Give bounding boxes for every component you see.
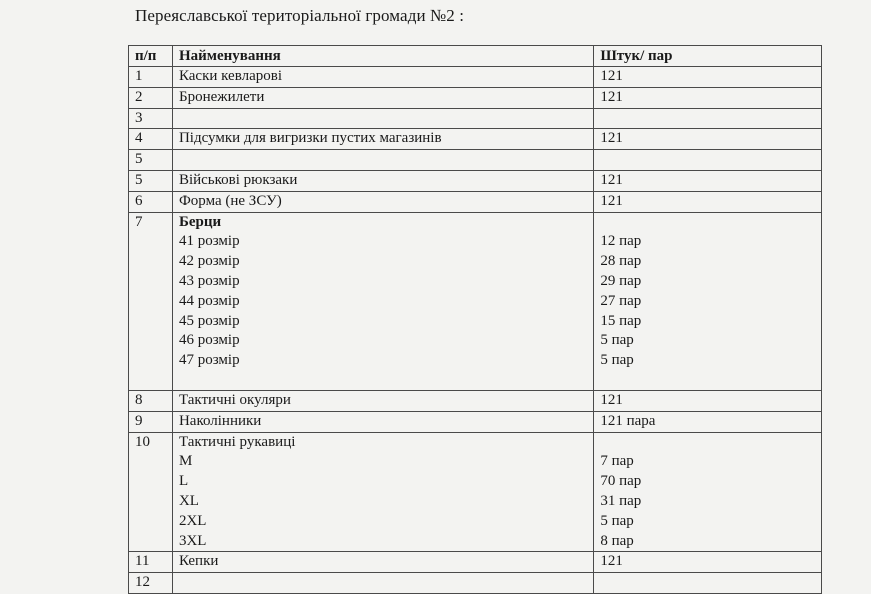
spacer: [600, 433, 815, 453]
row-number: 3: [129, 108, 173, 129]
row-number: 5: [129, 150, 173, 171]
row-quantity: 121: [594, 552, 822, 573]
row-number: 11: [129, 552, 173, 573]
spacer: [600, 213, 815, 233]
gloves-size-label: L: [178, 473, 189, 490]
gloves-size-qty: 7 пар: [600, 453, 634, 470]
gloves-qty-cell: [594, 432, 822, 552]
gloves-size-label: XL: [178, 492, 199, 509]
row-name: [172, 108, 593, 129]
row-quantity: 121: [594, 170, 822, 191]
table-row: [129, 411, 822, 432]
header-name: Найменування: [172, 46, 593, 67]
gloves-size-label: 2XL: [178, 512, 207, 529]
row-name: Каски кевларові: [172, 67, 593, 88]
gloves-size-qty: 31 пар: [600, 492, 642, 509]
gloves-row: [129, 432, 822, 552]
table-row: [129, 150, 822, 171]
row-number: 9: [129, 411, 173, 432]
document-heading: Переяславської територіальної громади №2 :: [135, 6, 465, 25]
row-name: Тактичні окуляри: [172, 390, 593, 411]
table-header-row: [129, 46, 822, 67]
gloves-size-qty: 70 пар: [600, 473, 642, 490]
row-name: Підсумки для вигризки пустих магазинів: [172, 129, 593, 150]
inventory-table: [128, 45, 822, 594]
row-quantity: 121: [594, 87, 822, 108]
row-name: [172, 150, 593, 171]
gloves-title: Тактичні рукавиці: [178, 433, 296, 450]
row-number: 8: [129, 390, 173, 411]
boots-name-cell: [172, 212, 593, 390]
row-quantity: 121: [594, 67, 822, 88]
boots-size-qty: 12 пар: [600, 233, 642, 250]
boots-size-qty: 27 пар: [600, 292, 642, 309]
row-number: 4: [129, 129, 173, 150]
table-row: [129, 573, 822, 594]
row-name: Бронежилети: [172, 87, 593, 108]
header-number: п/п: [129, 46, 173, 67]
table-row: [129, 129, 822, 150]
row-quantity: 121: [594, 129, 822, 150]
row-number: 5: [129, 170, 173, 191]
boots-size-qty: 5 пар: [600, 352, 634, 369]
boots-size-label: 42 розмір: [178, 253, 240, 270]
gloves-name-cell: [172, 432, 593, 552]
table-row: [129, 67, 822, 88]
row-number: 12: [129, 573, 173, 594]
row-quantity: [594, 108, 822, 129]
row-name: Військові рюкзаки: [172, 170, 593, 191]
row-number: 2: [129, 87, 173, 108]
table-row: [129, 87, 822, 108]
boots-size-label: 46 розмір: [178, 332, 240, 349]
row-quantity: 121: [594, 390, 822, 411]
row-number: 1: [129, 67, 173, 88]
boots-qty-cell: [594, 212, 822, 390]
boots-size-qty: 5 пар: [600, 332, 634, 349]
boots-row: [129, 212, 822, 390]
row-quantity: [594, 150, 822, 171]
table-row: [129, 390, 822, 411]
gloves-size-label: 3XL: [178, 532, 207, 549]
table-row: [129, 170, 822, 191]
gloves-size-qty: 5 пар: [600, 512, 634, 529]
row-name: Форма (не ЗСУ): [172, 191, 593, 212]
row-number: 7: [129, 212, 173, 390]
boots-size-qty: 29 пар: [600, 272, 642, 289]
boots-size-qty: 15 пар: [600, 312, 642, 329]
row-name: Наколінники: [172, 411, 593, 432]
boots-title: Берци: [178, 213, 222, 230]
boots-size-qty: 28 пар: [600, 253, 642, 270]
row-quantity: 121: [594, 191, 822, 212]
gloves-size-label: M: [178, 453, 193, 470]
row-name: Кепки: [172, 552, 593, 573]
row-number: 6: [129, 191, 173, 212]
boots-size-label: 47 розмір: [178, 352, 240, 369]
spacer: [179, 371, 587, 390]
table-row: [129, 108, 822, 129]
row-number: 10: [129, 432, 173, 552]
boots-size-label: 43 розмір: [178, 272, 240, 289]
boots-size-label: 44 розмір: [178, 292, 240, 309]
table-row: [129, 191, 822, 212]
boots-size-label: 41 розмір: [178, 233, 240, 250]
row-quantity: 121 пара: [594, 411, 822, 432]
gloves-size-qty: 8 пар: [600, 532, 634, 549]
boots-size-label: 45 розмір: [178, 312, 240, 329]
table-row: [129, 552, 822, 573]
header-quantity: Штук/ пар: [594, 46, 822, 67]
row-name: [172, 573, 593, 594]
row-quantity: [594, 573, 822, 594]
